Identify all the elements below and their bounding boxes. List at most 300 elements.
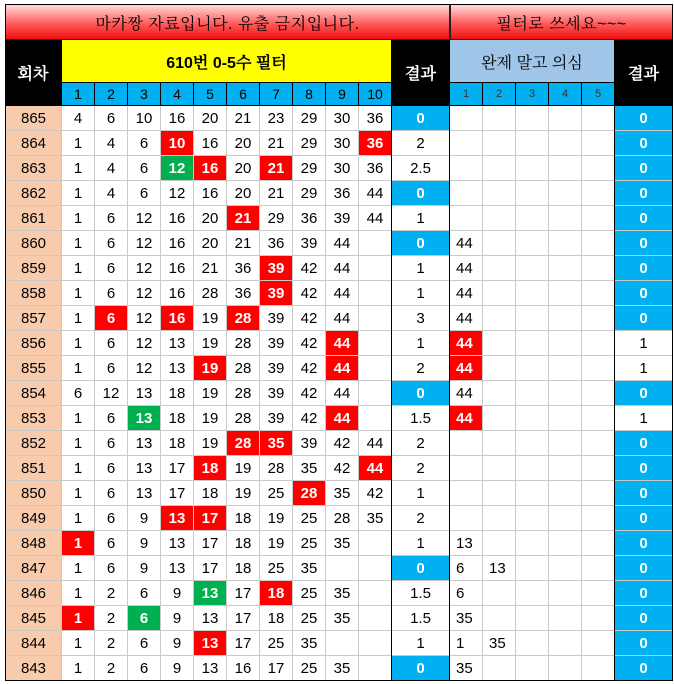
filter-number-cell: 1 xyxy=(62,481,95,506)
result-cell: 1.5 xyxy=(392,581,450,606)
filter-col-header: 6 xyxy=(227,83,260,106)
round-number: 862 xyxy=(5,181,62,206)
check-number-cell xyxy=(516,556,549,581)
check-number-cell xyxy=(516,631,549,656)
result-cell: 1.5 xyxy=(392,606,450,631)
result-cell: 0 xyxy=(392,231,450,256)
result-2-cell: 0 xyxy=(615,481,673,506)
check-number-cell xyxy=(549,481,582,506)
filter-number-cell: 4 xyxy=(95,156,128,181)
filter-number-cell: 19 xyxy=(194,331,227,356)
round-number: 847 xyxy=(5,556,62,581)
check-number-cell xyxy=(549,506,582,531)
filter-number-cell: 25 xyxy=(260,556,293,581)
filter-number-cell xyxy=(359,256,392,281)
filter-number-cell: 42 xyxy=(293,356,326,381)
check-number-cell xyxy=(483,356,516,381)
round-number: 843 xyxy=(5,656,62,681)
filter-number-cell: 1 xyxy=(62,206,95,231)
filter-number-cell xyxy=(359,531,392,556)
filter-number-cell: 4 xyxy=(62,106,95,131)
filter-number-cell: 18 xyxy=(161,406,194,431)
filter-number-cell: 42 xyxy=(326,456,359,481)
check-number-cell xyxy=(582,381,615,406)
check-number-cell xyxy=(516,331,549,356)
check-number-cell xyxy=(516,181,549,206)
filter-number-cell: 16 xyxy=(194,181,227,206)
filter-number-cell: 16 xyxy=(227,656,260,681)
filter-number-cell: 6 xyxy=(95,106,128,131)
filter-number-cell: 13 xyxy=(194,656,227,681)
filter-number-cell: 16 xyxy=(161,231,194,256)
filter-number-cell xyxy=(326,631,359,656)
filter-number-cell xyxy=(359,581,392,606)
filter-number-cell: 44 xyxy=(326,406,359,431)
result-cell: 1 xyxy=(392,206,450,231)
filter-number-cell: 29 xyxy=(293,156,326,181)
filter-number-cell: 18 xyxy=(227,556,260,581)
filter-number-cell xyxy=(359,231,392,256)
filter-number-cell xyxy=(359,306,392,331)
check-number-cell xyxy=(582,331,615,356)
filter-number-cell: 18 xyxy=(260,606,293,631)
check-number-cell xyxy=(549,406,582,431)
check-number-cell xyxy=(549,206,582,231)
check-number-cell xyxy=(483,231,516,256)
filter-number-cell: 13 xyxy=(128,381,161,406)
check-number-cell xyxy=(549,156,582,181)
check-number-cell xyxy=(483,481,516,506)
filter-number-cell: 36 xyxy=(227,281,260,306)
check-number-cell xyxy=(516,606,549,631)
round-number: 860 xyxy=(5,231,62,256)
header-round: 회차 xyxy=(5,40,62,106)
round-number: 859 xyxy=(5,256,62,281)
filter-number-cell: 1 xyxy=(62,356,95,381)
filter-number-cell: 6 xyxy=(95,506,128,531)
filter-number-cell: 16 xyxy=(194,156,227,181)
check-number-cell xyxy=(483,406,516,431)
filter-number-cell: 6 xyxy=(95,256,128,281)
filter-col-header: 5 xyxy=(194,83,227,106)
filter-number-cell: 13 xyxy=(161,506,194,531)
filter-number-cell: 35 xyxy=(293,631,326,656)
filter-number-cell: 28 xyxy=(194,281,227,306)
filter-number-cell: 42 xyxy=(293,406,326,431)
filter-number-cell: 36 xyxy=(260,231,293,256)
result-2-cell: 0 xyxy=(615,131,673,156)
filter-number-cell: 35 xyxy=(326,581,359,606)
filter-number-cell: 19 xyxy=(260,531,293,556)
filter-number-cell: 12 xyxy=(128,256,161,281)
check-number-cell xyxy=(450,481,483,506)
result-cell: 1 xyxy=(392,281,450,306)
check-number-cell: 44 xyxy=(450,231,483,256)
filter-number-cell: 39 xyxy=(260,406,293,431)
filter-number-cell: 29 xyxy=(293,181,326,206)
filter-number-cell: 16 xyxy=(161,256,194,281)
filter-number-cell: 16 xyxy=(161,106,194,131)
filter-col-header: 1 xyxy=(62,83,95,106)
filter-number-cell: 35 xyxy=(326,531,359,556)
filter-number-cell: 17 xyxy=(161,456,194,481)
filter-number-cell: 18 xyxy=(194,481,227,506)
result-cell: 3 xyxy=(392,306,450,331)
filter-number-cell: 6 xyxy=(128,606,161,631)
filter-number-cell: 17 xyxy=(227,606,260,631)
filter-number-cell: 13 xyxy=(194,631,227,656)
check-col-header: 2 xyxy=(483,83,516,106)
filter-number-cell: 2 xyxy=(95,656,128,681)
filter-number-cell: 25 xyxy=(293,581,326,606)
filter-number-cell xyxy=(359,556,392,581)
filter-number-cell: 29 xyxy=(293,106,326,131)
filter-col-header: 4 xyxy=(161,83,194,106)
round-number: 856 xyxy=(5,331,62,356)
round-number: 861 xyxy=(5,206,62,231)
check-number-cell xyxy=(549,381,582,406)
filter-number-cell: 39 xyxy=(260,331,293,356)
filter-number-cell: 1 xyxy=(62,181,95,206)
check-number-cell xyxy=(483,306,516,331)
check-number-cell xyxy=(516,481,549,506)
filter-number-cell: 30 xyxy=(326,156,359,181)
check-number-cell xyxy=(582,481,615,506)
check-number-cell xyxy=(450,456,483,481)
check-number-cell xyxy=(483,206,516,231)
filter-number-cell xyxy=(359,656,392,681)
filter-number-cell: 6 xyxy=(95,306,128,331)
check-number-cell xyxy=(582,606,615,631)
result-2-cell: 0 xyxy=(615,206,673,231)
filter-number-cell: 35 xyxy=(326,606,359,631)
check-number-cell: 35 xyxy=(450,606,483,631)
filter-number-cell: 25 xyxy=(293,606,326,631)
filter-number-cell: 36 xyxy=(359,106,392,131)
filter-number-cell: 1 xyxy=(62,231,95,256)
check-col-header: 5 xyxy=(582,83,615,106)
check-number-cell xyxy=(549,281,582,306)
check-number-cell xyxy=(450,431,483,456)
result-cell: 1 xyxy=(392,331,450,356)
check-number-cell xyxy=(582,406,615,431)
check-number-cell: 13 xyxy=(450,531,483,556)
check-number-cell xyxy=(549,581,582,606)
result-2-cell: 0 xyxy=(615,556,673,581)
filter-number-cell: 36 xyxy=(293,206,326,231)
filter-number-cell: 12 xyxy=(161,181,194,206)
filter-number-cell: 39 xyxy=(260,306,293,331)
filter-number-cell: 13 xyxy=(194,606,227,631)
check-number-cell xyxy=(582,456,615,481)
filter-number-cell xyxy=(326,556,359,581)
filter-number-cell: 6 xyxy=(95,331,128,356)
filter-number-cell: 17 xyxy=(194,556,227,581)
filter-number-cell: 9 xyxy=(161,656,194,681)
filter-number-cell: 35 xyxy=(293,456,326,481)
check-number-cell xyxy=(450,181,483,206)
filter-number-cell: 21 xyxy=(260,156,293,181)
check-number-cell: 44 xyxy=(450,281,483,306)
round-number: 858 xyxy=(5,281,62,306)
result-cell: 2 xyxy=(392,356,450,381)
filter-number-cell: 19 xyxy=(194,381,227,406)
check-number-cell: 44 xyxy=(450,306,483,331)
filter-number-cell: 12 xyxy=(128,281,161,306)
check-number-cell xyxy=(549,356,582,381)
filter-number-cell: 44 xyxy=(359,431,392,456)
check-number-cell xyxy=(582,256,615,281)
filter-number-cell: 18 xyxy=(194,456,227,481)
filter-number-cell: 16 xyxy=(161,306,194,331)
check-number-cell xyxy=(516,531,549,556)
check-number-cell xyxy=(582,106,615,131)
filter-number-cell: 20 xyxy=(194,106,227,131)
filter-number-cell: 1 xyxy=(62,456,95,481)
filter-number-cell: 44 xyxy=(326,356,359,381)
result-2-cell: 0 xyxy=(615,231,673,256)
filter-number-cell: 44 xyxy=(359,206,392,231)
filter-number-cell: 39 xyxy=(293,431,326,456)
check-number-cell xyxy=(582,231,615,256)
check-number-cell xyxy=(549,656,582,681)
filter-number-cell: 20 xyxy=(194,206,227,231)
check-col-header: 3 xyxy=(516,83,549,106)
round-number: 853 xyxy=(5,406,62,431)
filter-number-cell: 42 xyxy=(293,256,326,281)
filter-number-cell: 12 xyxy=(161,156,194,181)
check-number-cell xyxy=(483,281,516,306)
filter-number-cell: 6 xyxy=(128,156,161,181)
result-2-cell: 1 xyxy=(615,331,673,356)
check-number-cell: 44 xyxy=(450,256,483,281)
round-number: 849 xyxy=(5,506,62,531)
result-2-cell: 0 xyxy=(615,156,673,181)
header-check-title: 완제 말고 의심 xyxy=(450,40,615,83)
filter-number-cell: 1 xyxy=(62,506,95,531)
filter-col-header: 3 xyxy=(128,83,161,106)
result-2-cell: 0 xyxy=(615,106,673,131)
result-cell: 0 xyxy=(392,556,450,581)
filter-number-cell: 16 xyxy=(194,131,227,156)
filter-number-cell: 21 xyxy=(227,206,260,231)
filter-number-cell: 28 xyxy=(260,456,293,481)
check-number-cell xyxy=(549,631,582,656)
round-number: 852 xyxy=(5,431,62,456)
check-number-cell xyxy=(516,506,549,531)
check-number-cell: 44 xyxy=(450,356,483,381)
check-number-cell xyxy=(516,356,549,381)
result-cell: 1 xyxy=(392,631,450,656)
filter-number-cell: 19 xyxy=(194,431,227,456)
filter-number-cell: 19 xyxy=(194,356,227,381)
check-number-cell xyxy=(516,406,549,431)
filter-number-cell: 9 xyxy=(128,531,161,556)
filter-number-cell: 1 xyxy=(62,256,95,281)
filter-number-cell: 28 xyxy=(227,431,260,456)
check-number-cell xyxy=(450,131,483,156)
round-number: 864 xyxy=(5,131,62,156)
filter-number-cell: 42 xyxy=(293,281,326,306)
check-number-cell: 44 xyxy=(450,331,483,356)
check-number-cell: 35 xyxy=(483,631,516,656)
check-number-cell: 6 xyxy=(450,581,483,606)
check-number-cell xyxy=(483,181,516,206)
filter-col-header: 8 xyxy=(293,83,326,106)
filter-number-cell: 42 xyxy=(293,331,326,356)
result-2-cell: 0 xyxy=(615,381,673,406)
round-number: 857 xyxy=(5,306,62,331)
filter-number-cell: 12 xyxy=(128,231,161,256)
check-number-cell xyxy=(483,656,516,681)
result-2-cell: 0 xyxy=(615,181,673,206)
filter-number-cell: 19 xyxy=(227,481,260,506)
filter-number-cell: 25 xyxy=(293,531,326,556)
filter-number-cell: 28 xyxy=(293,481,326,506)
filter-number-cell: 9 xyxy=(161,606,194,631)
check-number-cell xyxy=(549,131,582,156)
filter-number-cell: 13 xyxy=(161,556,194,581)
filter-number-cell: 18 xyxy=(227,531,260,556)
check-number-cell xyxy=(582,531,615,556)
filter-number-cell: 17 xyxy=(194,531,227,556)
check-number-cell: 13 xyxy=(483,556,516,581)
result-2-cell: 0 xyxy=(615,606,673,631)
filter-number-cell: 6 xyxy=(128,656,161,681)
filter-number-cell: 39 xyxy=(326,206,359,231)
check-number-cell xyxy=(516,656,549,681)
check-number-cell xyxy=(582,556,615,581)
filter-number-cell: 21 xyxy=(260,181,293,206)
banner-notice: 마카짱 자료입니다. 유출 금지입니다. xyxy=(5,4,450,40)
result-2-cell: 0 xyxy=(615,631,673,656)
check-number-cell xyxy=(549,556,582,581)
filter-number-cell: 42 xyxy=(293,381,326,406)
filter-number-cell: 21 xyxy=(227,106,260,131)
check-number-cell xyxy=(450,106,483,131)
filter-number-cell: 13 xyxy=(128,431,161,456)
round-number: 851 xyxy=(5,456,62,481)
result-cell: 2 xyxy=(392,131,450,156)
round-number: 854 xyxy=(5,381,62,406)
result-cell: 0 xyxy=(392,181,450,206)
filter-number-cell: 4 xyxy=(95,181,128,206)
filter-number-cell: 20 xyxy=(227,131,260,156)
result-cell: 2 xyxy=(392,506,450,531)
filter-number-cell: 6 xyxy=(128,581,161,606)
filter-number-cell: 16 xyxy=(161,206,194,231)
check-number-cell: 44 xyxy=(450,406,483,431)
result-cell: 1 xyxy=(392,256,450,281)
filter-number-cell: 2 xyxy=(95,631,128,656)
check-number-cell xyxy=(450,206,483,231)
filter-number-cell: 16 xyxy=(161,281,194,306)
filter-number-cell xyxy=(359,356,392,381)
filter-number-cell: 18 xyxy=(227,506,260,531)
check-number-cell: 35 xyxy=(450,656,483,681)
filter-number-cell: 1 xyxy=(62,631,95,656)
filter-number-cell: 1 xyxy=(62,581,95,606)
filter-number-cell: 1 xyxy=(62,306,95,331)
filter-number-cell: 1 xyxy=(62,131,95,156)
result-cell: 0 xyxy=(392,656,450,681)
check-number-cell xyxy=(516,206,549,231)
check-number-cell xyxy=(582,206,615,231)
filter-number-cell: 21 xyxy=(227,231,260,256)
check-number-cell xyxy=(516,256,549,281)
filter-number-cell: 13 xyxy=(161,531,194,556)
filter-number-cell: 6 xyxy=(95,431,128,456)
check-number-cell: 1 xyxy=(450,631,483,656)
filter-number-cell: 19 xyxy=(260,506,293,531)
check-number-cell xyxy=(582,581,615,606)
result-2-cell: 0 xyxy=(615,656,673,681)
filter-number-cell: 35 xyxy=(326,656,359,681)
filter-number-cell: 13 xyxy=(128,456,161,481)
filter-number-cell xyxy=(359,281,392,306)
result-cell: 2.5 xyxy=(392,156,450,181)
check-number-cell xyxy=(450,156,483,181)
filter-number-cell: 12 xyxy=(128,206,161,231)
check-number-cell xyxy=(516,106,549,131)
filter-number-cell: 42 xyxy=(359,481,392,506)
filter-number-cell: 39 xyxy=(260,356,293,381)
check-number-cell xyxy=(549,331,582,356)
filter-number-cell: 6 xyxy=(128,181,161,206)
filter-number-cell: 13 xyxy=(128,406,161,431)
filter-number-cell: 19 xyxy=(227,456,260,481)
filter-number-cell: 44 xyxy=(359,456,392,481)
check-number-cell xyxy=(549,456,582,481)
check-number-cell xyxy=(549,531,582,556)
result-cell: 0 xyxy=(392,106,450,131)
result-cell: 1 xyxy=(392,481,450,506)
filter-number-cell: 28 xyxy=(326,506,359,531)
check-number-cell xyxy=(582,156,615,181)
check-number-cell xyxy=(582,656,615,681)
check-number-cell xyxy=(483,106,516,131)
filter-number-cell: 19 xyxy=(194,406,227,431)
result-2-cell: 1 xyxy=(615,406,673,431)
check-number-cell xyxy=(516,306,549,331)
filter-number-cell: 12 xyxy=(95,381,128,406)
filter-number-cell: 36 xyxy=(359,156,392,181)
filter-number-cell: 28 xyxy=(227,381,260,406)
filter-number-cell: 6 xyxy=(95,481,128,506)
filter-number-cell xyxy=(359,631,392,656)
filter-number-cell: 28 xyxy=(227,331,260,356)
round-number: 848 xyxy=(5,531,62,556)
filter-number-cell: 28 xyxy=(227,406,260,431)
check-number-cell xyxy=(483,381,516,406)
filter-number-cell: 1 xyxy=(62,556,95,581)
filter-col-header: 9 xyxy=(326,83,359,106)
check-number-cell xyxy=(582,631,615,656)
check-number-cell xyxy=(516,431,549,456)
filter-number-cell: 42 xyxy=(293,306,326,331)
filter-number-cell: 17 xyxy=(227,581,260,606)
filter-number-cell: 1 xyxy=(62,656,95,681)
filter-number-cell: 13 xyxy=(161,331,194,356)
check-number-cell xyxy=(483,531,516,556)
check-number-cell xyxy=(549,256,582,281)
filter-number-cell: 17 xyxy=(194,506,227,531)
round-number: 846 xyxy=(5,581,62,606)
filter-number-cell: 1 xyxy=(62,331,95,356)
check-number-cell xyxy=(549,431,582,456)
filter-number-cell: 44 xyxy=(326,281,359,306)
result-2-cell: 0 xyxy=(615,456,673,481)
